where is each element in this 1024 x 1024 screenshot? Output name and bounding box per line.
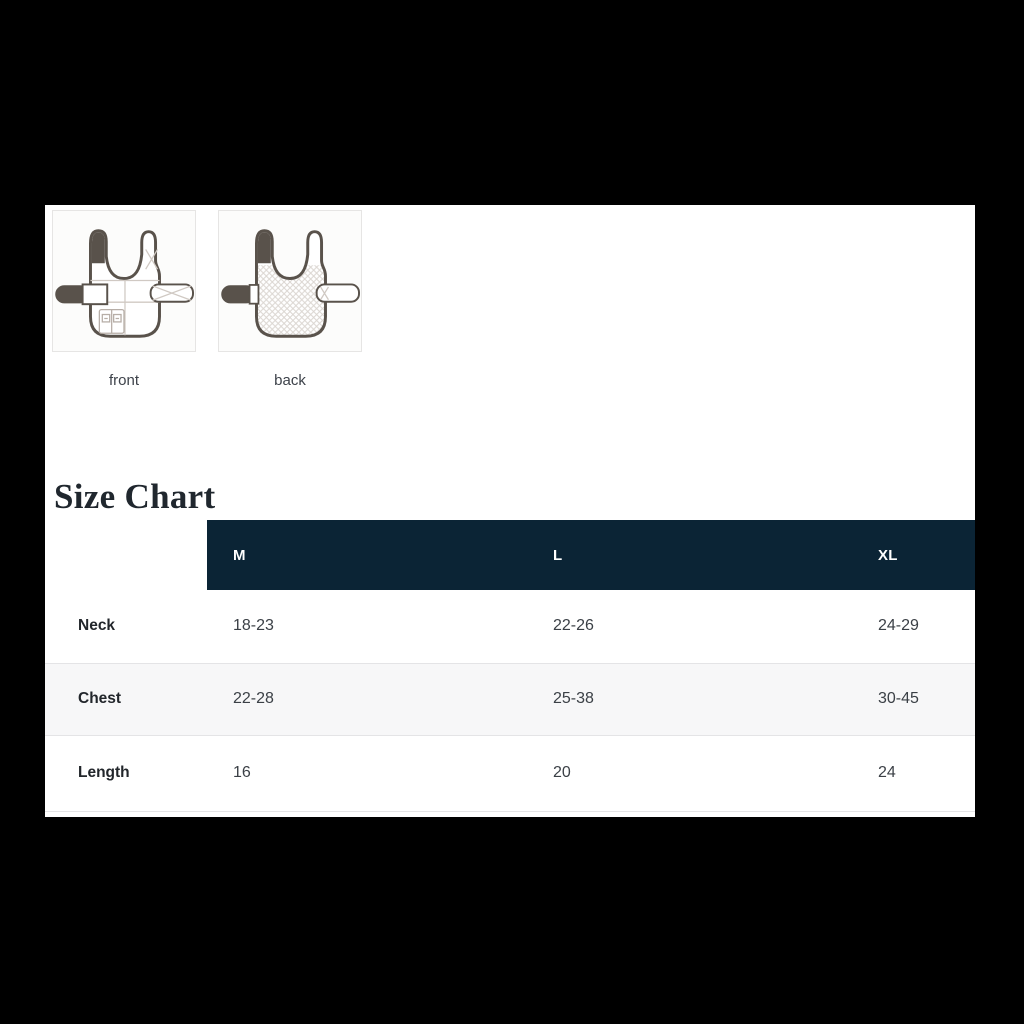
size-column-xl: XL xyxy=(852,520,975,590)
table-row-length xyxy=(45,735,975,811)
table-row-chest xyxy=(45,663,975,735)
front-view-thumbnail[interactable] xyxy=(52,210,196,352)
size-chart-table xyxy=(45,520,975,812)
front-view-figure xyxy=(52,210,196,389)
chest-m-value: 22-28 xyxy=(233,690,274,707)
length-m-value: 16 xyxy=(233,764,251,781)
neck-m-value: 18-23 xyxy=(233,617,274,635)
vest-back-illustration xyxy=(219,211,361,351)
neck-l-value: 22-26 xyxy=(553,617,594,635)
size-column-l: L xyxy=(527,520,852,590)
back-view-figure xyxy=(218,210,362,389)
chest-xl-value: 30-45 xyxy=(878,690,919,707)
size-column-m: M xyxy=(207,520,527,590)
neck-xl-value: 24-29 xyxy=(878,617,919,635)
size-chart-title: Size Chart xyxy=(54,477,216,517)
size-table-header-row xyxy=(45,520,975,590)
row-label-chest: Chest xyxy=(78,690,122,707)
front-view-label: front xyxy=(108,372,139,389)
product-view-thumbnails xyxy=(52,210,362,389)
row-label-neck: Neck xyxy=(78,617,116,635)
product-detail-panel xyxy=(45,205,975,817)
row-label-length: Length xyxy=(78,764,130,781)
back-view-thumbnail[interactable] xyxy=(218,210,362,352)
length-xl-value: 24 xyxy=(878,764,896,781)
vest-front-illustration xyxy=(53,211,195,351)
back-view-label: back xyxy=(274,372,306,389)
chest-l-value: 25-38 xyxy=(553,690,594,707)
size-table-corner-cell xyxy=(45,520,207,590)
length-l-value: 20 xyxy=(553,764,571,781)
table-row-neck xyxy=(45,590,975,663)
